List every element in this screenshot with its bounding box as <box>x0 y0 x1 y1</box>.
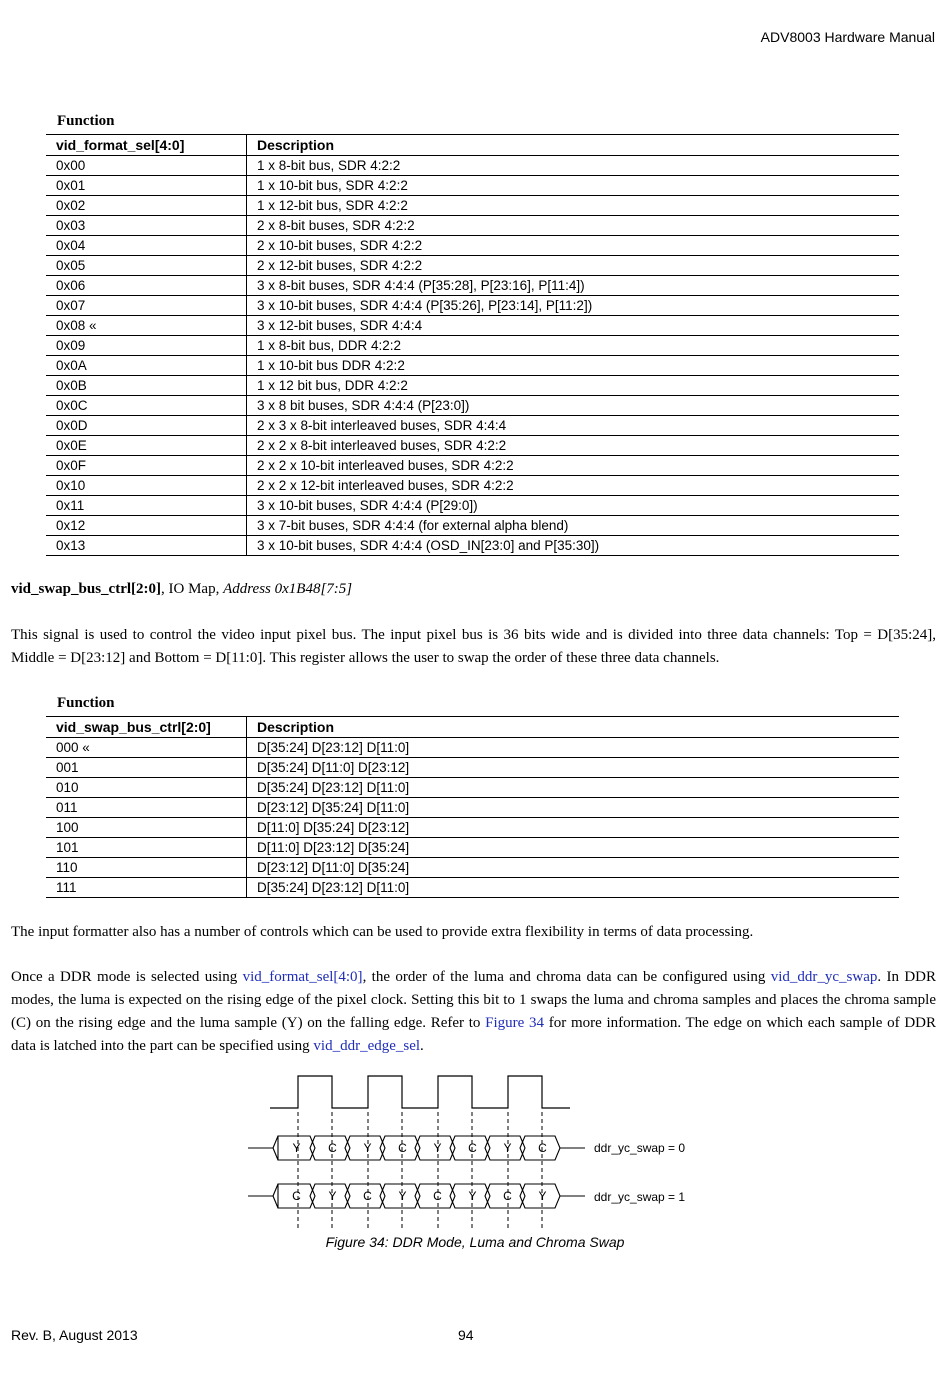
table-cell-value: 0x0C <box>46 396 247 416</box>
row1-caption: ddr_yc_swap = 0 <box>594 1141 686 1155</box>
link-figure-34[interactable]: Figure 34 <box>485 1015 545 1031</box>
table-cell-description: 3 x 8-bit buses, SDR 4:4:4 (P[35:28], P[23:16], P[11:4]) <box>247 276 900 296</box>
sample-label: C <box>363 1189 372 1203</box>
sample-label: C <box>398 1141 407 1155</box>
table-cell-description: 1 x 8-bit bus, DDR 4:2:2 <box>247 336 900 356</box>
sample-label: C <box>328 1141 337 1155</box>
register-name: vid_swap_bus_ctrl[2:0] <box>11 581 162 597</box>
footer-page-number: 94 <box>458 1327 474 1343</box>
text: for more information. The edge on which each sample of DDR data is latched into the part can be specified using <box>11 1015 936 1054</box>
bus-transition <box>273 1184 278 1196</box>
table-cell-description: 1 x 8-bit bus, SDR 4:2:2 <box>247 156 900 176</box>
table-header-cell: Description <box>247 717 900 738</box>
table-row <box>46 436 899 456</box>
table-cell-value: 010 <box>46 778 247 798</box>
text: , the order of the luma and chroma data can be configured using <box>362 969 771 985</box>
table-header-cell: vid_format_sel[4:0] <box>46 135 247 156</box>
sample-label: Y <box>328 1189 337 1203</box>
table-cell-description: 1 x 12 bit bus, DDR 4:2:2 <box>247 376 900 396</box>
table-row <box>46 336 899 356</box>
sample-label: Y <box>433 1141 442 1155</box>
table-cell-value: 0x01 <box>46 176 247 196</box>
table-cell-value: 0x06 <box>46 276 247 296</box>
table-cell-value: 0x10 <box>46 476 247 496</box>
bus-transition <box>273 1148 278 1160</box>
table-cell-description: 2 x 10-bit buses, SDR 4:2:2 <box>247 236 900 256</box>
link-vid-format-sel[interactable]: vid_format_sel[4:0] <box>242 969 363 985</box>
table-cell-value: 0x03 <box>46 216 247 236</box>
table-cell-description: D[35:24] D[23:12] D[11:0] <box>247 878 900 898</box>
table-row <box>46 536 899 556</box>
sample-label: C <box>292 1189 301 1203</box>
table-cell-value: 0x0E <box>46 436 247 456</box>
table-cell-description: D[35:24] D[23:12] D[11:0] <box>247 738 900 758</box>
sample-label: C <box>433 1189 442 1203</box>
table-cell-value: 0x13 <box>46 536 247 556</box>
table-cell-description: 2 x 2 x 10-bit interleaved buses, SDR 4:2:2 <box>247 456 900 476</box>
table-cell-value: 0x00 <box>46 156 247 176</box>
sample-label: C <box>468 1141 477 1155</box>
table-cell-value: 000 « <box>46 738 247 758</box>
table-row <box>46 878 899 898</box>
text: . In DDR modes, the luma is expected on the rising edge of the pixel clock. Setting this bit to 1 swaps the luma and chroma samples and places the chroma sample (C) on the rising edge and the luma sample (Y) on the falling edge. Refer to <box>11 969 937 1031</box>
table-cell-description: 2 x 3 x 8-bit interleaved buses, SDR 4:4:4 <box>247 416 900 436</box>
table-cell-value: 0x02 <box>46 196 247 216</box>
table-row <box>46 316 899 336</box>
register-heading <box>11 581 352 598</box>
table-cell-value: 0x11 <box>46 496 247 516</box>
table-cell-value: 111 <box>46 878 247 898</box>
sample-label: Y <box>468 1189 477 1203</box>
table-row <box>46 456 899 476</box>
table-row <box>46 216 899 236</box>
table-row <box>46 416 899 436</box>
table-cell-value: 101 <box>46 838 247 858</box>
table-cell-description: D[11:0] D[35:24] D[23:12] <box>247 818 900 838</box>
bus-transition <box>273 1196 278 1208</box>
table-row <box>46 476 899 496</box>
link-vid-ddr-edge-sel[interactable]: vid_ddr_edge_sel <box>313 1038 421 1054</box>
table-cell-description: 3 x 10-bit buses, SDR 4:4:4 (P[35:26], P[23:14], P[11:2]) <box>247 296 900 316</box>
table-cell-description: 2 x 2 x 8-bit interleaved buses, SDR 4:2:2 <box>247 436 900 456</box>
table-cell-value: 0x09 <box>46 336 247 356</box>
table-cell-description: 3 x 12-bit buses, SDR 4:4:4 <box>247 316 900 336</box>
table-cell-description: D[23:12] D[11:0] D[35:24] <box>247 858 900 878</box>
table-row <box>46 818 899 838</box>
pixel-clock-waveform <box>270 1076 570 1108</box>
table-row <box>46 396 899 416</box>
table2-function-label: Function <box>57 695 115 711</box>
vid-swap-bus-ctrl-table <box>46 716 899 898</box>
table-header-row <box>46 135 899 156</box>
sample-label: Y <box>398 1189 407 1203</box>
table-cell-value: 0x05 <box>46 256 247 276</box>
table-cell-description: D[35:24] D[23:12] D[11:0] <box>247 778 900 798</box>
table-cell-value: 0x0A <box>46 356 247 376</box>
figure-caption: Figure 34: DDR Mode, Luma and Chroma Swap <box>325 1234 625 1250</box>
table-row <box>46 196 899 216</box>
table-header-row <box>46 717 899 738</box>
register-map: , IO Map, <box>161 581 224 597</box>
paragraph-formatter-controls: The input formatter also has a number of controls which can be used to provide extra flexibility in terms of data processing. <box>11 924 754 940</box>
table-body <box>46 738 899 898</box>
table-cell-value: 0x12 <box>46 516 247 536</box>
table-cell-value: 0x08 « <box>46 316 247 336</box>
table-cell-description: 3 x 10-bit buses, SDR 4:4:4 (P[29:0]) <box>247 496 900 516</box>
table-row <box>46 156 899 176</box>
table-cell-description: 3 x 7-bit buses, SDR 4:4:4 (for external alpha blend) <box>247 516 900 536</box>
table-row <box>46 758 899 778</box>
header-title: ADV8003 Hardware Manual <box>760 29 935 45</box>
sample-label: C <box>538 1141 547 1155</box>
table-row <box>46 236 899 256</box>
table-row <box>46 376 899 396</box>
table-row <box>46 858 899 878</box>
bus-transition <box>273 1136 278 1148</box>
text: Once a DDR mode is selected using <box>11 969 243 985</box>
sample-label: Y <box>292 1141 301 1155</box>
table-row <box>46 276 899 296</box>
row2-caption: ddr_yc_swap = 1 <box>594 1190 686 1204</box>
text: . <box>420 1038 424 1054</box>
table-cell-description: 1 x 12-bit bus, SDR 4:2:2 <box>247 196 900 216</box>
table1-function-label: Function <box>57 113 115 129</box>
table-cell-description: D[35:24] D[11:0] D[23:12] <box>247 758 900 778</box>
table-cell-value: 0x0D <box>46 416 247 436</box>
table-cell-description: 2 x 12-bit buses, SDR 4:2:2 <box>247 256 900 276</box>
table-row <box>46 798 899 818</box>
table-row <box>46 778 899 798</box>
paragraph-bus-description: This signal is used to control the video input pixel bus. The input pixel bus is 36 bits wide and is divided into three data channels: Top = D[35:24], Middle = D[23:12] and Bottom = D[11:0]. This register allows the user to swap the order of these three data channels. <box>11 627 936 666</box>
table-cell-value: 001 <box>46 758 247 778</box>
table-row <box>46 176 899 196</box>
table-header-cell: vid_swap_bus_ctrl[2:0] <box>46 717 247 738</box>
table-cell-description: D[23:12] D[35:24] D[11:0] <box>247 798 900 818</box>
table-row <box>46 738 899 758</box>
vid-format-sel-table <box>46 134 899 556</box>
sample-label: Y <box>363 1141 372 1155</box>
table-cell-description: 3 x 8 bit buses, SDR 4:4:4 (P[23:0]) <box>247 396 900 416</box>
table-cell-value: 011 <box>46 798 247 818</box>
table-header-cell: Description <box>247 135 900 156</box>
table-row <box>46 838 899 858</box>
sample-label: Y <box>538 1189 547 1203</box>
table-cell-value: 100 <box>46 818 247 838</box>
table-cell-description: 1 x 10-bit bus DDR 4:2:2 <box>247 356 900 376</box>
ddr-timing-diagram <box>240 1072 710 1237</box>
table-row <box>46 496 899 516</box>
table-body <box>46 156 899 556</box>
paragraph-ddr-mode <box>11 966 936 1058</box>
table-cell-value: 110 <box>46 858 247 878</box>
register-address: Address 0x1B48[7:5] <box>223 581 353 597</box>
table-row <box>46 356 899 376</box>
table-cell-value: 0x0B <box>46 376 247 396</box>
table-cell-description: 1 x 10-bit bus, SDR 4:2:2 <box>247 176 900 196</box>
sample-label: C <box>503 1189 512 1203</box>
table-row <box>46 256 899 276</box>
sample-label: Y <box>503 1141 512 1155</box>
table-cell-value: 0x04 <box>46 236 247 256</box>
table-cell-description: 2 x 8-bit buses, SDR 4:2:2 <box>247 216 900 236</box>
table-cell-description: 3 x 10-bit buses, SDR 4:4:4 (OSD_IN[23:0] and P[35:30]) <box>247 536 900 556</box>
link-vid-ddr-yc-swap[interactable]: vid_ddr_yc_swap <box>770 969 878 985</box>
table-cell-value: 0x0F <box>46 456 247 476</box>
table-cell-description: 2 x 2 x 12-bit interleaved buses, SDR 4:2:2 <box>247 476 900 496</box>
table-cell-value: 0x07 <box>46 296 247 316</box>
footer-revision: Rev. B, August 2013 <box>11 1327 138 1343</box>
table-row <box>46 516 899 536</box>
table-cell-description: D[11:0] D[23:12] D[35:24] <box>247 838 900 858</box>
table-row <box>46 296 899 316</box>
